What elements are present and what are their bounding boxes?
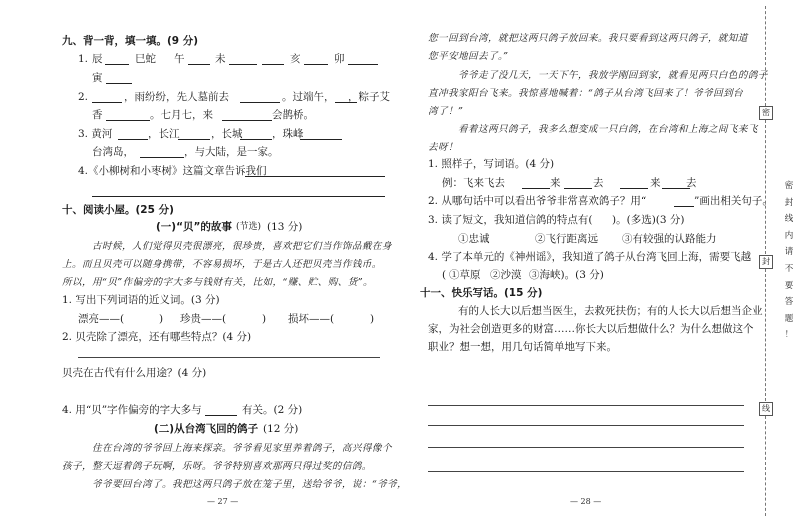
q3-lead: 3. 黄河 <box>78 128 113 140</box>
part1-score: (13 分) <box>267 221 303 233</box>
seal-box-1: 密 <box>759 106 773 120</box>
section-11-heading: 十一、快乐写话。(15 分) <box>420 287 543 299</box>
q1-e: 亥 <box>290 53 301 65</box>
r1-q1-item2: 珍贵——( <box>180 313 227 325</box>
q3-blank-4[interactable] <box>300 139 342 140</box>
r2-q4-opt2[interactable]: ②沙漠 <box>490 269 522 281</box>
q3-blank-1[interactable] <box>118 139 148 140</box>
r2-q1-lai2: 来 <box>650 177 661 189</box>
para4-line2: 去呀！ <box>428 142 458 153</box>
q1-g: 寅 <box>92 72 103 84</box>
r2-q1-blank-3[interactable] <box>620 188 648 189</box>
q4-blank-2[interactable] <box>92 196 385 197</box>
part2-title: (二)从台湾飞回的鸽子 <box>154 423 259 435</box>
r2-q1-blank-1[interactable] <box>522 188 550 189</box>
q2-a: ，雨纷纷，先人墓前去 <box>124 91 229 103</box>
q1-c: 午 <box>174 53 185 65</box>
q3-blank-3[interactable] <box>240 139 272 140</box>
r2-q3-opt2[interactable]: ②飞行距离远 <box>535 233 598 245</box>
writing-line-4[interactable] <box>428 471 744 472</box>
r1-q1: 1. 写出下列词语的近义词。(3 分) <box>62 294 220 306</box>
q1-blank-7[interactable] <box>106 83 132 84</box>
q4-blank-1[interactable] <box>245 176 385 177</box>
seal-warning-char: 封 <box>784 197 794 208</box>
r2-q1-example: 例：飞来飞去 <box>442 177 505 189</box>
sec11-line2: 家，为社会创造更多的财富……你长大以后想做什么？为什么想做这个 <box>428 323 754 335</box>
q3-blank-5[interactable] <box>140 157 184 158</box>
r2-q1: 1. 照样子，写词语。(4 分) <box>428 158 555 170</box>
para3-line3: 湾了！” <box>428 106 464 117</box>
r2-q2-a: 2. 从哪句话中可以看出爷爷非常喜欢鸽子？用“ <box>428 195 647 207</box>
part2-score: (12 分) <box>263 423 299 435</box>
seal-dashed-line-3 <box>765 269 766 401</box>
right-page <box>400 0 773 522</box>
q1-blank-3[interactable] <box>229 64 257 65</box>
q2-blank-2[interactable] <box>240 102 280 103</box>
page-number-right: — 28 — <box>570 497 602 506</box>
para3-line2: 直冲我家阳台飞来。我惊喜地喊着：“鸽子从台湾飞回来了！爷爷回到台 <box>428 88 744 99</box>
q1-b: 巳蛇 <box>135 53 156 65</box>
r1-q1-close1: ) <box>159 313 164 325</box>
para2-line2: 孩子，整天逗着鸽子玩啊，乐呀。爷爷特别喜欢那两只得过奖的信鸽。 <box>62 461 372 472</box>
r1-q1-close2: ) <box>262 313 267 325</box>
q2-d: 香 <box>92 109 103 121</box>
part1-tag: (节选) <box>236 222 262 232</box>
q2-blank-4[interactable] <box>106 120 150 121</box>
q1-blank-1[interactable] <box>105 64 129 65</box>
r2-q4-opt1[interactable]: ①草原 <box>449 269 481 281</box>
r1-q1-item3: 损坏——( <box>288 313 335 325</box>
r1-q4-blank[interactable] <box>205 415 237 416</box>
r2-q2-underline-sample <box>674 206 694 207</box>
seal-box-3: 线 <box>759 402 773 416</box>
q3-b: ，长城 <box>211 128 243 140</box>
writing-line-3[interactable] <box>428 447 744 448</box>
r1-q4-b: 有关。(2 分) <box>242 404 303 416</box>
para1-line1: 古时候，人们觉得贝壳很漂亮，很珍贵，喜欢把它们当作饰品戴在身 <box>92 241 392 252</box>
seal-warning-char: 请 <box>784 247 794 258</box>
q3-a: ，长江 <box>148 128 180 140</box>
sec11-line3: 职业？想一想，用几句话简单地写下来。 <box>428 341 617 353</box>
seal-warning-char: 内 <box>784 230 794 241</box>
q1-num: 1. <box>78 53 89 65</box>
r2-q3-b: )。(多选)(3 分) <box>612 214 685 226</box>
para-cont-line2: 您平安地回去了。” <box>428 51 509 62</box>
seal-dashed-line-1 <box>765 6 766 106</box>
r2-q4-opt3[interactable]: ③海峡)。(3 分) <box>529 269 604 281</box>
part1-title: (一)“贝”的故事 <box>156 221 232 233</box>
r2-q1-blank-2[interactable] <box>564 188 592 189</box>
r1-q1-close3: ) <box>370 313 375 325</box>
seal-warning-char: 密 <box>784 181 794 191</box>
q2-num: 2. <box>78 91 89 103</box>
seal-warning-char: 题 <box>784 313 794 324</box>
r2-q4-paren: ( <box>442 269 447 281</box>
para4-line1: 看着这两只鸽子，我多么想变成一只白鸽，在台湾和上海之间飞来飞 <box>458 124 758 135</box>
seal-warning-char: 不 <box>784 264 794 274</box>
para1-line2: 上。而且贝壳可以随身携带，不容易损坏，于是古人还把贝壳当作钱币。 <box>62 259 382 270</box>
writing-line-1[interactable] <box>428 405 744 406</box>
seal-warning-char: ！ <box>784 330 794 341</box>
q2-b: 。过端午， <box>282 91 335 103</box>
r2-q1-qu1: 去 <box>593 177 604 189</box>
seal-box-2: 封 <box>759 255 773 269</box>
sec11-line1: 有的人长大以后想当医生，去救死扶伤；有的人长大以后想当企业 <box>458 305 763 317</box>
q3-d: 台湾岛， <box>92 146 134 158</box>
r2-q3-opt1[interactable]: ①忠诚 <box>458 233 490 245</box>
r2-q4-a: 4. 学了本单元的《神州谣》，我知道了鸽子从台湾飞回上海，需要飞越 <box>428 251 752 263</box>
q1-blank-6[interactable] <box>348 64 378 65</box>
section-9-heading: 九、背一背，填一填。(9 分) <box>62 35 199 47</box>
q1-d: 未 <box>215 53 226 65</box>
q1-blank-2[interactable] <box>188 64 210 65</box>
section-10-heading: 十、阅读小屋。(25 分) <box>62 204 174 216</box>
para1-line3: 所以，用“贝”作偏旁的字大多与钱财有关，比如，“赚、贮、购、货”。 <box>62 277 374 288</box>
page-number-left: — 27 — <box>207 497 239 506</box>
r2-q1-qu2: 去 <box>686 177 697 189</box>
seal-warning-char: 线 <box>784 214 794 225</box>
q4-text: 4.《小柳树和小枣树》这篇文章告诉我们 <box>78 165 267 177</box>
q1-f: 卯 <box>334 53 345 65</box>
q1-blank-5[interactable] <box>304 64 328 65</box>
seal-warning-char: 要 <box>784 280 794 291</box>
q2-c: ，粽子艾 <box>348 91 390 103</box>
q3-c: ，珠峰 <box>272 128 304 140</box>
para-cont-line1: 您一回到台湾，就把这两只鸽子放回来。我只要看到这两只鸽子，就知道 <box>428 33 748 44</box>
writing-line-2[interactable] <box>428 425 744 426</box>
r1-q3: 贝壳在古代有什么用途？(4 分) <box>62 367 207 379</box>
r2-q3-a: 3. 读了短文，我知道信鸽的特点有( <box>428 214 593 226</box>
para2-line3: 爷爷要回台湾了。我把这两只鸽子放在笼子里，送给爷爷，说：“爷爷， <box>92 479 408 490</box>
r1-q2-answer-line[interactable] <box>78 357 380 358</box>
q1-blank-4[interactable] <box>262 64 284 65</box>
q2-blank-5[interactable] <box>222 120 272 121</box>
seal-dashed-line-4 <box>765 416 766 516</box>
para2-line1: 住在台湾的爷爷回上海来探亲。爷爷看见家里养着鸽子，高兴得像个 <box>92 443 392 454</box>
r2-q3-opt3[interactable]: ③有较强的认路能力 <box>622 233 717 245</box>
q3-blank-2[interactable] <box>178 139 210 140</box>
r1-q2: 2. 贝壳除了漂亮，还有哪些特点？(4 分) <box>62 331 252 343</box>
seal-warning-char: 答 <box>784 297 794 308</box>
r1-q1-item1: 漂亮——( <box>78 313 125 325</box>
r2-q2-b: ”画出相关句子。 <box>694 195 773 207</box>
para3-line1: 爷爷走了没几天，一天下午，我放学刚回到家，就看见两只白色的鸽子 <box>458 70 768 81</box>
r1-q4-a: 4. 用“贝”字作偏旁的字大多与 <box>62 404 202 416</box>
r2-q1-lai1: 来 <box>550 177 561 189</box>
q1-a: 辰 <box>92 53 103 65</box>
q2-blank-1[interactable] <box>92 102 122 103</box>
seal-dashed-line-2 <box>765 120 766 254</box>
q2-f: 会鹊桥。 <box>272 109 314 121</box>
q3-e: ，与大陆，是一家。 <box>184 146 279 158</box>
q2-e: 。七月七，来 <box>150 109 213 121</box>
